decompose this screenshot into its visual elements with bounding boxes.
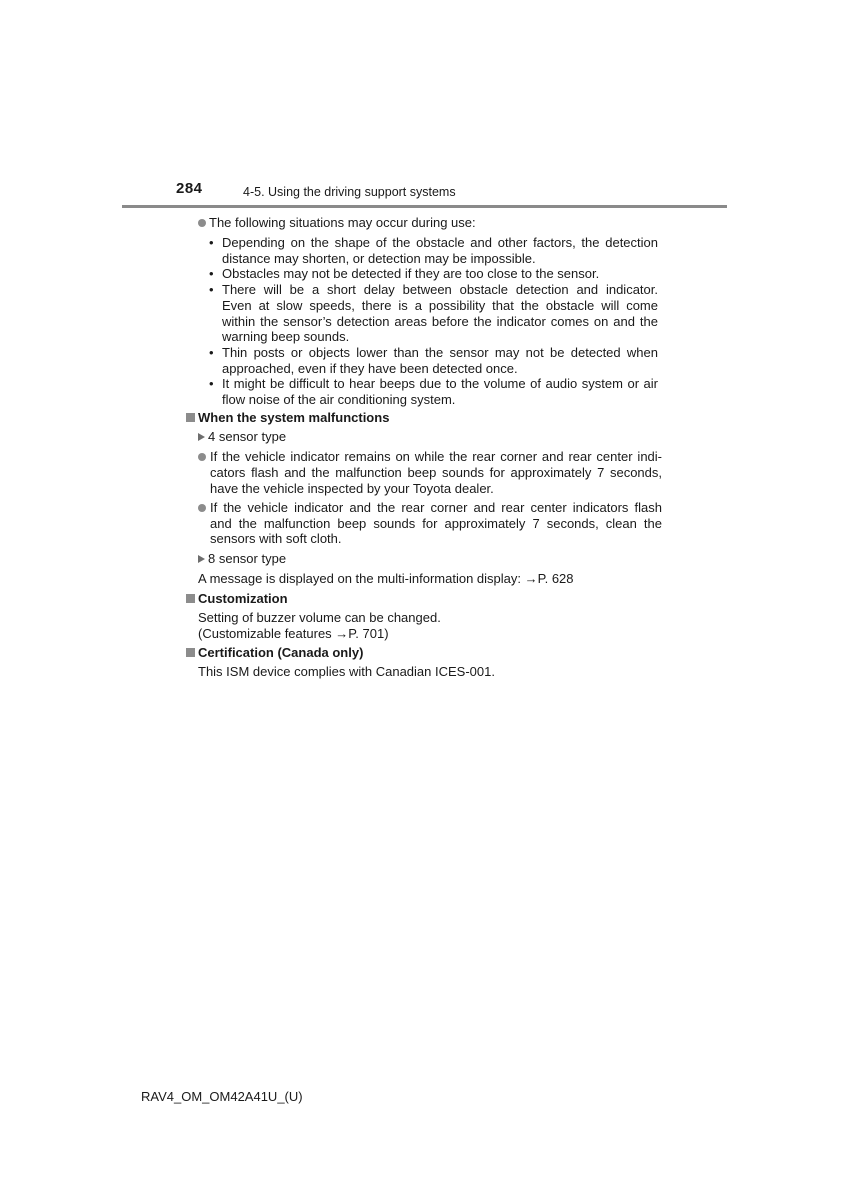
list-item-line: approached, even if they have been detected once. bbox=[222, 361, 518, 376]
malfunction-item-line: sensors with soft cloth. bbox=[210, 531, 342, 546]
customization-reference: (Customizable features →P. 701) bbox=[198, 626, 389, 641]
square-bullet-icon bbox=[186, 413, 195, 422]
list-item-line: There will be a short delay between obstacle detection and indicator. bbox=[222, 282, 658, 297]
list-item-line: Thin posts or objects lower than the sensor may not be detected when bbox=[222, 345, 658, 360]
circle-bullet-icon bbox=[198, 219, 206, 227]
bullet-marker: • bbox=[209, 235, 214, 250]
circle-bullet-icon bbox=[198, 449, 209, 465]
multi-info-display-message: A message is displayed on the multi-information display: →P. 628 bbox=[198, 571, 574, 586]
bullet-marker: • bbox=[209, 376, 214, 391]
bullet-marker: • bbox=[209, 345, 214, 360]
section-title: 4-5. Using the driving support systems bbox=[243, 185, 456, 199]
customization-text: Setting of buzzer volume can be changed. bbox=[198, 610, 441, 625]
sensor-type-8-label: 8 sensor type bbox=[198, 551, 286, 567]
list-item-line: Even at slow speeds, there is a possibility that the obstacle will come bbox=[222, 298, 658, 313]
list-item-line: It might be difficult to hear beeps due to the volume of audio system or air bbox=[222, 376, 658, 391]
triangle-bullet-icon bbox=[198, 433, 205, 441]
malfunction-item-line: cators flash and the malfunction beep sounds for approximately 7 seconds, bbox=[210, 465, 662, 480]
document-code-footer: RAV4_OM_OM42A41U_(U) bbox=[141, 1089, 303, 1104]
customization-heading: Customization bbox=[186, 591, 288, 607]
square-bullet-icon bbox=[186, 594, 195, 603]
list-item-line: Depending on the shape of the obstacle and other factors, the detection bbox=[222, 235, 658, 250]
certification-heading: Certification (Canada only) bbox=[186, 645, 363, 661]
triangle-bullet-icon bbox=[198, 555, 205, 563]
bullet-marker: • bbox=[209, 266, 214, 281]
bullet-marker: • bbox=[209, 282, 214, 297]
sensor-type-4-label: 4 sensor type bbox=[198, 429, 286, 445]
malfunction-item-line: If the vehicle indicator and the rear corner and rear center indicators flash bbox=[210, 500, 662, 515]
list-item-line: distance may shorten, or detection may be impossible. bbox=[222, 251, 536, 266]
malfunction-item-line: If the vehicle indicator remains on while the rear corner and rear center indi- bbox=[210, 449, 662, 464]
situations-intro: The following situations may occur during use: bbox=[198, 215, 476, 231]
list-item-line: warning beep sounds. bbox=[222, 329, 350, 344]
list-item-line: flow noise of the air conditioning system. bbox=[222, 392, 456, 407]
square-bullet-icon bbox=[186, 648, 195, 657]
certification-text: This ISM device complies with Canadian ICES-001. bbox=[198, 664, 495, 679]
header-divider bbox=[122, 205, 727, 208]
circle-bullet-icon bbox=[198, 500, 209, 516]
malfunction-item-line: have the vehicle inspected by your Toyota dealer. bbox=[210, 481, 494, 496]
list-item-line: within the sensor’s detection areas before the indicator comes on and the bbox=[222, 314, 658, 329]
page-number: 284 bbox=[176, 180, 203, 197]
malfunction-heading: When the system malfunctions bbox=[186, 410, 389, 426]
malfunction-item-line: and the malfunction beep sounds for approximately 7 seconds, clean the bbox=[210, 516, 662, 531]
list-item-line: Obstacles may not be detected if they are too close to the sensor. bbox=[222, 266, 600, 281]
